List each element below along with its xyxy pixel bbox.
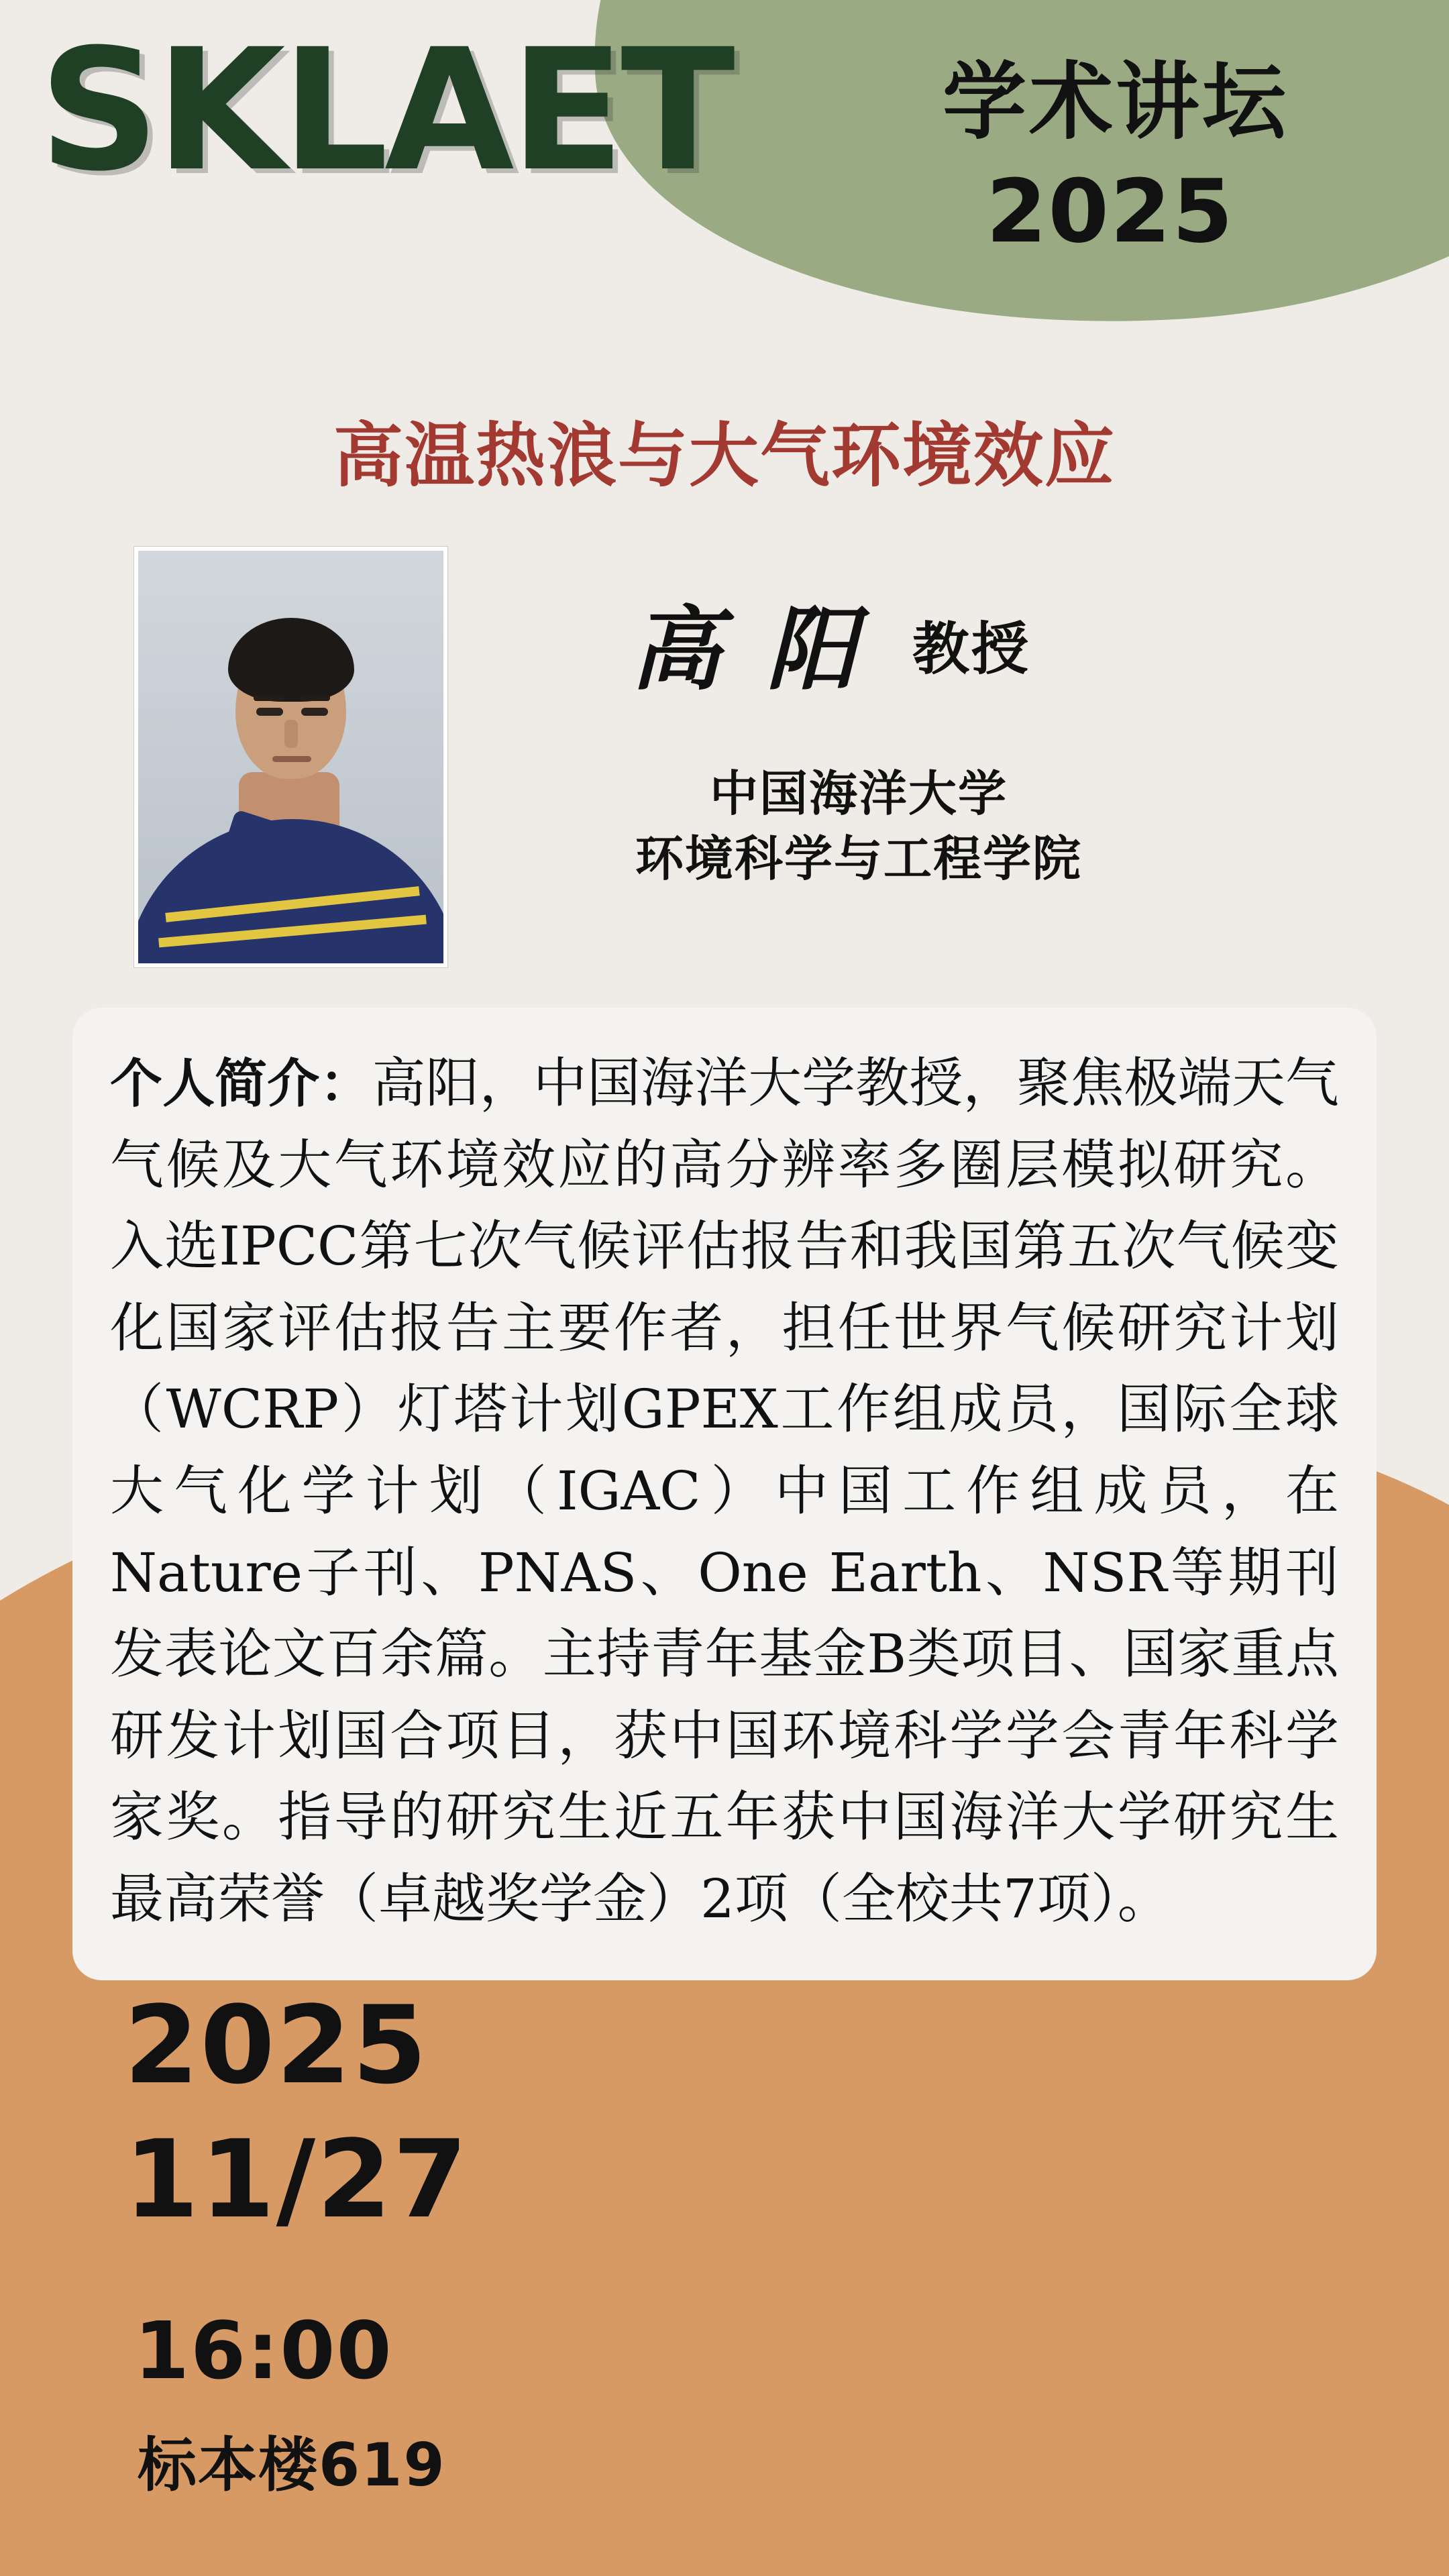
- event-venue: 标本楼619: [138, 2430, 446, 2500]
- speaker-photo: [134, 547, 447, 967]
- affiliation-line-2: 环境科学与工程学院: [635, 830, 1082, 888]
- biography-card: [72, 1008, 1377, 1980]
- affiliation-line-1: 中国海洋大学: [709, 765, 1008, 822]
- talk-title: 高温热浪与大气环境效应: [333, 415, 1116, 496]
- biography-body: 高阳，中国海洋大学教授，聚焦极端天气气候及大气环境效应的高分辨率多圈层模拟研究。入选IPCC第七次气候评估报告和我国第五次气候变化国家评估报告主要作者，担任世界气候研究计划（WCRP）灯塔计划GPEX工作组成员，国际全球大气化学计划（IGAC）中国工作组成员，在Nature子刊、PNAS、One Earth、NSR等期刊发表论文百余篇。主持青年基金B类项目、国家重点研发计划国合项目，获中国环境科学学会青年科学家奖。指导的研究生近五年获中国海洋大学研究生最高荣誉（卓越奖学金）2项（全校共7项）。: [110, 1052, 1339, 1930]
- biography-label: 个人简介：: [110, 1054, 372, 1114]
- portrait-mouth: [272, 756, 311, 762]
- portrait-nose: [284, 720, 298, 748]
- poster-header: [0, 0, 1449, 315]
- speaker-academic-title: 教授: [912, 616, 1031, 683]
- speaker-affiliation: [550, 761, 1167, 892]
- event-date: 11/27: [124, 2116, 469, 2242]
- portrait-eye-left: [256, 708, 283, 716]
- series-title-zh: 学术讲坛: [943, 54, 1289, 151]
- speaker-photo-image: [138, 551, 443, 963]
- portrait-eye-right: [301, 708, 328, 716]
- portrait-brow-left: [254, 695, 284, 701]
- event-time: 16:00: [134, 2304, 393, 2397]
- event-year: 2025: [124, 1982, 429, 2108]
- speaker-name: 高 阳: [631, 596, 863, 702]
- biography-text: [110, 1042, 1339, 1940]
- portrait-brow-right: [299, 695, 330, 701]
- brand-wordmark: SKLAET: [39, 13, 731, 208]
- series-year: 2025: [986, 160, 1234, 262]
